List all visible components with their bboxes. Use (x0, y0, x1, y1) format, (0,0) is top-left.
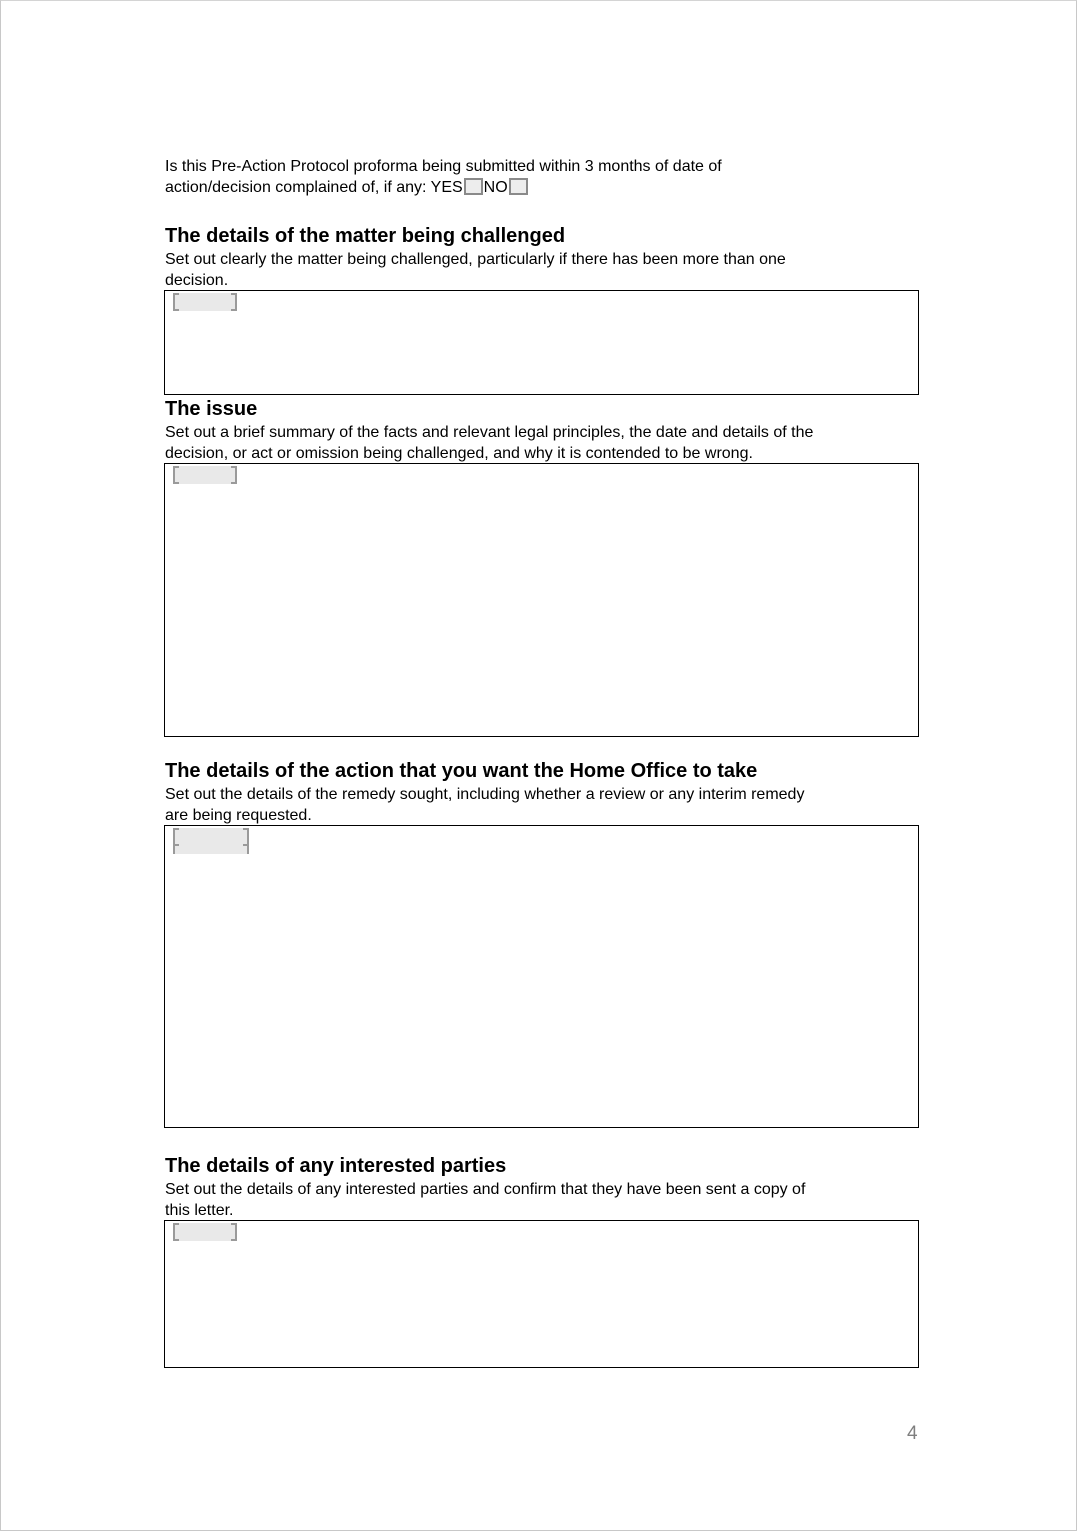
section-instructions-interested-parties (165, 1179, 925, 1221)
form-field-placeholder[interactable] (173, 466, 237, 484)
issue-text-field[interactable] (164, 463, 919, 737)
instruction-line: Set out a brief summary of the facts and relevant legal principles, the date and details of the (165, 424, 814, 441)
page-number: 4 (907, 1423, 918, 1444)
instruction-line: decision, or act or omission being challenged, and why it is contended to be wrong. (165, 445, 753, 462)
action-text-field[interactable] (164, 825, 919, 1128)
instruction-line: Set out the details of the remedy sought, including whether a review or any interim remedy (165, 786, 805, 803)
section-heading-interested-parties: The details of any interested parties (165, 1155, 507, 1177)
matter-text-field[interactable] (164, 290, 919, 395)
interested-parties-text-field[interactable] (164, 1220, 919, 1368)
section-instructions-action (165, 784, 925, 826)
instruction-line: this letter. (165, 1202, 234, 1219)
instruction-line: Set out the details of any interested parties and confirm that they have been sent a copy of (165, 1181, 806, 1198)
section-heading-action: The details of the action that you want the Home Office to take (165, 760, 758, 782)
section-heading-matter: The details of the matter being challenged (165, 225, 566, 247)
section-heading-issue: The issue (165, 398, 258, 420)
yes-label: action/decision complained of, if any: YES (165, 179, 463, 196)
form-field-placeholder[interactable] (173, 1223, 237, 1241)
section-instructions-issue (165, 422, 925, 464)
question-line-1: Is this Pre-Action Protocol proforma being submitted within 3 months of date of (165, 158, 722, 175)
no-label: NO (483, 179, 508, 196)
no-checkbox[interactable] (509, 178, 528, 195)
form-field-placeholder[interactable] (173, 293, 237, 311)
section-instructions-matter (165, 249, 925, 291)
instruction-line: Set out clearly the matter being challenged, particularly if there has been more than one (165, 251, 786, 268)
question-line-2 (165, 177, 925, 198)
yes-checkbox[interactable] (464, 178, 483, 195)
submission-timing-question (165, 156, 925, 198)
instruction-line: decision. (165, 272, 229, 289)
form-field-placeholder[interactable] (173, 828, 249, 854)
instruction-line: are being requested. (165, 807, 312, 824)
